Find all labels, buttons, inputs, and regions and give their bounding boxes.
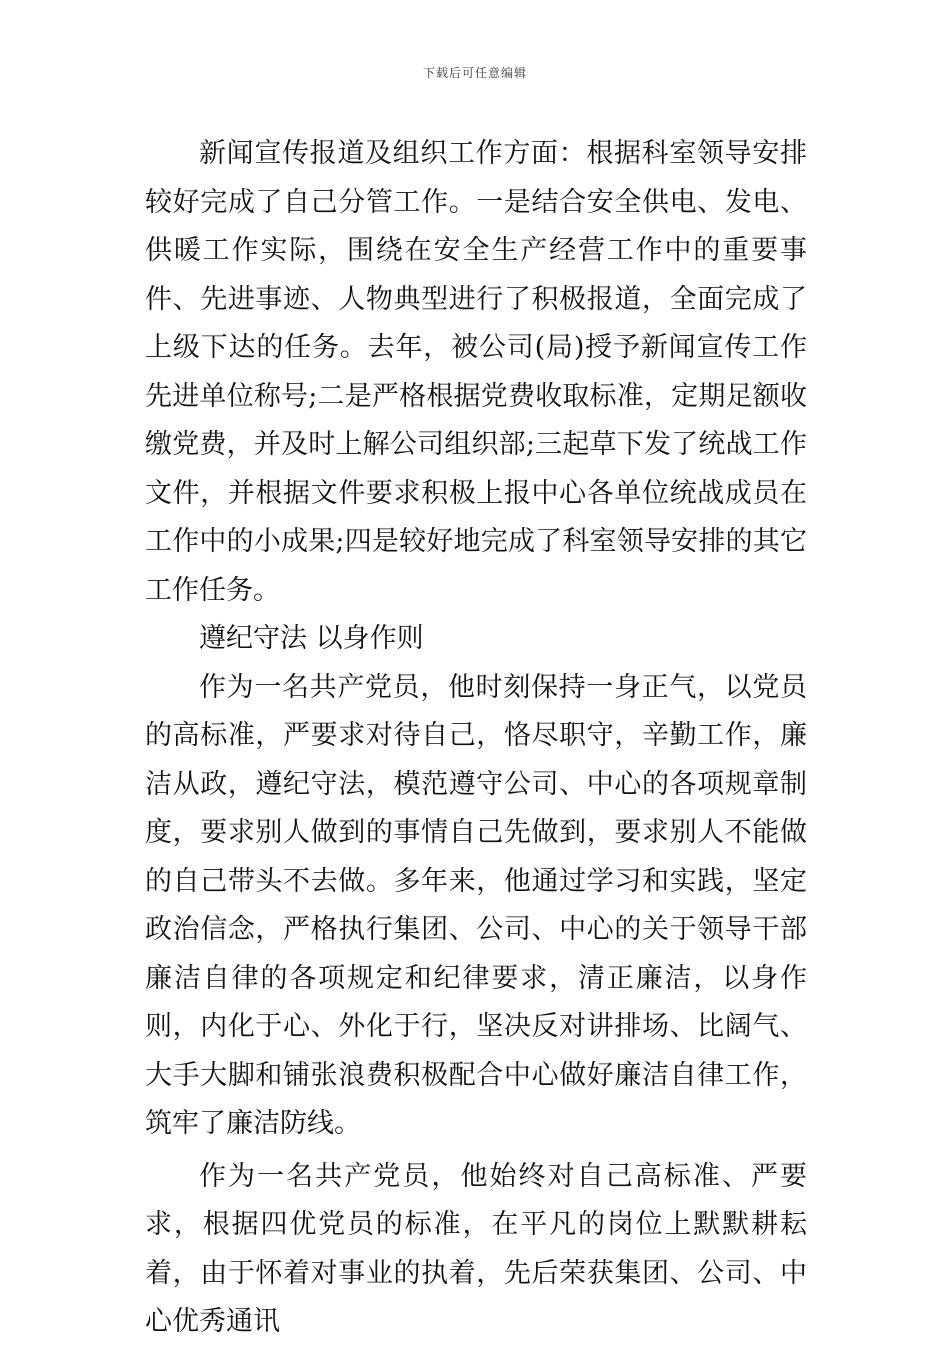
section-heading: 遵纪守法 以身作则 xyxy=(199,623,424,654)
header-note: 下载后可任意编辑 xyxy=(422,66,527,80)
paragraph-discipline: 作为一名共产党员，他时刻保持一身正气，以党员的高标准，严要求对待自己，恪尽职守，辛勤工作，廉洁从政，遵纪守法，模范遵守公司、中心的各项规章制度，要求别人做到的事情自己先做到，要求别人不能做的自己带头不去做。多年来，他通过学习和实践，坚定政治信念，严格执行集团、公司、中心的关于领导干部廉洁自律的各项规定和纪律要求，清正廉洁，以身作则，内化于心、外化于行，坚决反对讲排场、比阔气、大手大脚和铺张浪费积极配合中心做好廉洁自律工作，筑牢了廉洁防线。 xyxy=(145,671,807,1139)
paragraph-news-work: 新闻宣传报道及组织工作方面：根据科室领导安排较好完成了自己分管工作。一是结合安全供电、发电、供暖工作实际，围绕在安全生产经营工作中的重要事件、先进事迹、人物典型进行了积极报道，全面完成了上级下达的任务。去年，被公司(局)授予新闻宣传工作先进单位称号;二是严格根据党费收取标准，定期足额收缴党费，并及时上解公司组织部;三起草下发了统战工作文件，并根据文件要求积极上报中心各单位统战成员在工作中的小成果;四是较好地完成了科室领导安排的其它工作任务。 xyxy=(145,138,807,606)
document-body xyxy=(145,130,807,1347)
paragraph-standards: 作为一名共产党员，他始终对自己高标准、严要求，根据四优党员的标准，在平凡的岗位上默默耕耘着，由于怀着对事业的执着，先后荣获集团、公司、中心优秀通讯 xyxy=(145,1160,807,1337)
